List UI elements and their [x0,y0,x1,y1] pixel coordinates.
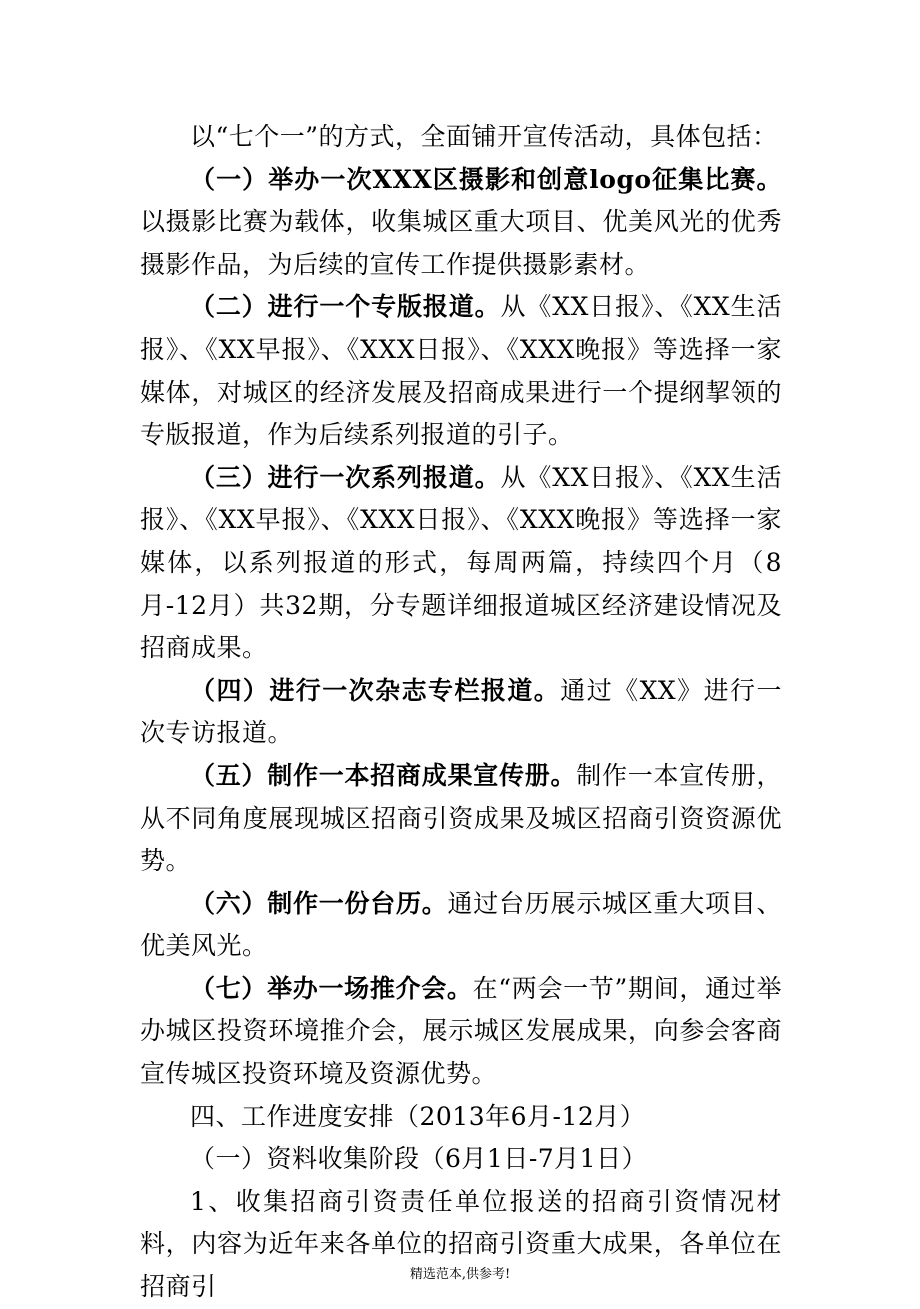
item-paragraph-1 [140,159,782,287]
item-title-2: （二）进行一个专版报道。 [190,292,501,322]
item-body-2: 从《XX日报》、《XX生活报》、《XX早报》、《XXX日报》、《XXX晚报》等选择一家媒体，对城区的经济发展及招商成果进行一个提纲挈领的专版报道，作为后续系列报道的引子。 [140,292,782,450]
item-paragraph-3 [140,457,782,670]
item-paragraph-7 [140,968,782,1096]
item-body-5: 制作一本宣传册，从不同角度展现城区招商引资成果及城区招商引资资源优势。 [140,760,782,876]
subsection-heading-collection: （一）资料收集阶段（6月1日-7月1日） [190,1144,648,1174]
item-title-4: （四）进行一次杂志专栏报道。 [190,675,561,705]
item-title-3: （三）进行一次系列报道。 [190,462,501,492]
item-body-7: 在“两会一节”期间，通过举办城区投资环境推介会，展示城区发展成果，向参会客商宣传城区投资环境及资源优势。 [140,973,782,1089]
item-body-6: 通过台历展示城区重大项目、优美风光。 [140,888,782,961]
item-paragraph-5 [140,755,782,883]
item-body-1: 以摄影比赛为载体，收集城区重大项目、优美风光的优秀摄影作品，为后续的宣传工作提供摄影素材。 [140,207,782,279]
item-paragraph-2 [140,286,782,456]
document-body [140,116,782,1309]
page-footer: 精选范本,供参考! [409,1267,511,1282]
item-body-3: 从《XX日报》、《XX生活报》、《XX早报》、《XXX日报》、《XXX晚报》等选择一家媒体，以系列报道的形式，每周两篇，持续四个月（8月-12月）共32期，分专题详细报道城区经济建设情况及招商成果。 [140,462,782,663]
item-paragraph-6 [140,883,782,968]
item-body-4: 通过《XX》进行一次专访报道。 [140,675,782,748]
item-paragraph-4 [140,670,782,755]
item-title-5: （五）制作一本招商成果宣传册。 [190,760,577,790]
item-title-6: （六）制作一份台历。 [190,888,448,918]
item-title-7: （七）举办一场推介会。 [190,973,473,1003]
paragraph-collection-1: 1、收集招商引资责任单位报送的招商引资情况材料，内容为近年来各单位的招商引资重大成果，各单位在招商引 [140,1186,782,1302]
intro-paragraph: 以“七个一”的方式，全面铺开宣传活动，具体包括： [190,122,778,151]
section-heading-schedule: 四、工作进度安排（2013年6月-12月） [190,1101,646,1131]
item-title-1: （一）举办一次XXX区摄影和创意logo征集比赛。 [190,164,782,194]
